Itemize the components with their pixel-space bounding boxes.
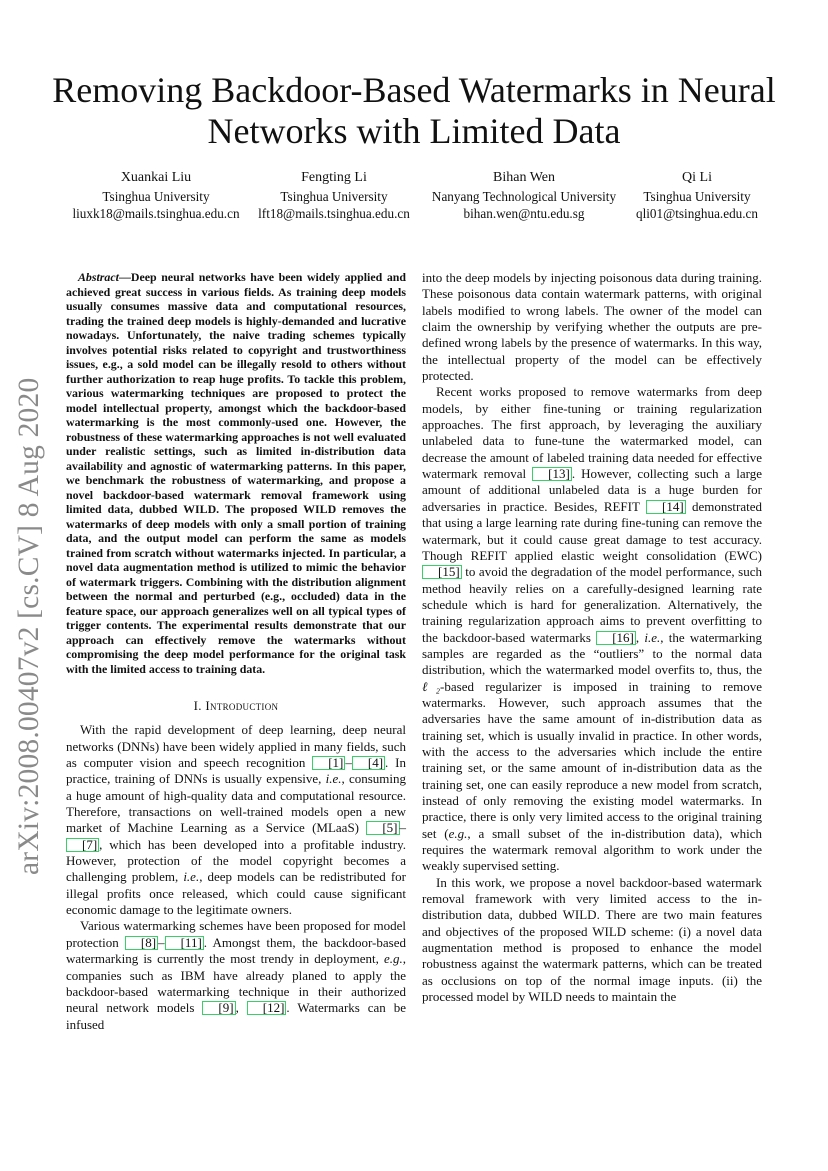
- author-name: Bihan Wen: [493, 170, 555, 185]
- author-block: [630, 169, 764, 223]
- section-heading: [66, 698, 406, 714]
- math-symbol: ℓ₂: [422, 678, 441, 694]
- abstract-text: —Deep neural networks have been widely applied and achieved great success in various fields. As training deep models usually consumes massive data and computational resources, trading the trained deep models is highly-demanded and lucrative nowadays. Unfortunately, the naive trading schemes typically involves potential risks related to copyright and trustworthiness issues, e.g., a sold model can be illegally resold to others without further authorization to reap huge profits. To tackle this problem, various watermarking techniques are proposed to protect the model intellectual property, amongst which the backdoor-based watermarking is the most commonly-used one. However, the robustness of these watermarking approaches is not well evaluated under realistic settings, such as limited in-distribution data availability and agnostic of watermarking patterns. In this paper, we benchmark the robustness of watermarking, and propose a novel backdoor-based watermark removal framework using limited data, dubbed WILD. The proposed WILD removes the watermarks of deep models with only a small portion of training data, and the output model can perform the same as models trained from scratch without watermarks injected. In particular, a novel data augmentation method is utilized to mimic the behavior of watermark triggers. Combining with the distribution alignment between the normal and perturbed (e.g., occluded) data in the feature space, our approach generalizes well on all typical types of trigger contents. The experimental results demonstrate that our approach can effectively remove the watermarks without compromising the deep model performance for the original task with the limited access to training data.: [66, 270, 406, 676]
- text-run: . In practice, training of DNNs is usually expensive,: [66, 755, 406, 787]
- abstract-label: Abstract: [78, 270, 119, 284]
- text-run: i.e.: [183, 869, 200, 885]
- text-run: Various watermarking schemes have been proposed for model protection: [66, 918, 406, 950]
- author-email: liuxk18@mails.tsinghua.edu.cn: [72, 206, 240, 221]
- text-run: i.e.: [325, 771, 342, 787]
- citation-link[interactable]: [1]: [312, 756, 345, 770]
- citation-link[interactable]: [15]: [422, 565, 462, 579]
- abstract: [66, 270, 406, 676]
- author-affiliation: Nanyang Technological University: [431, 188, 617, 204]
- intro-paragraph-5: In this work, we propose a novel backdoor-based watermark removal framework with very limited access to the in-distribution data, dubbed WILD. There are two main features and objectives of the proposed WILD scheme: (i) a novel data augmentation method is proposed to enhance the model robustness against the watermark patterns, which can be treated as occlusions on top of the normal image inputs. (ii) the processed model by WILD needs to maintain the: [422, 874, 762, 1005]
- text-run: ,: [235, 1000, 247, 1016]
- author-block: [252, 169, 416, 223]
- text-run: , companies such as IBM have already planed to apply the backdoor-based watermarking technique in their authorized neural network models: [66, 951, 406, 1016]
- section-numeral: I.: [193, 698, 206, 713]
- citation-link[interactable]: [16]: [596, 631, 636, 645]
- intro-paragraph-2: [66, 918, 406, 1032]
- citation-link[interactable]: [11]: [165, 936, 204, 950]
- author-block: [424, 169, 624, 223]
- text-run: . Watermarks can be infused: [66, 1000, 406, 1032]
- text-run: –: [158, 934, 165, 950]
- citation-link[interactable]: [14]: [646, 500, 686, 514]
- paper-title: Removing Backdoor-Based Watermarks in Neural Networks with Limited Data: [52, 70, 776, 151]
- text-run: With the rapid development of deep learning, deep neural networks (DNNs) have been widely applied in many fields, such as computer vision and speech recognition: [66, 722, 406, 771]
- text-run: . Amongst them, the backdoor-based watermarking is currently the most trendy in deployment,: [66, 934, 406, 967]
- text-run: ,: [635, 629, 645, 645]
- right-column: [422, 270, 762, 1005]
- text-run: i.e.: [644, 629, 661, 645]
- author-email: lft18@mails.tsinghua.edu.cn: [258, 206, 410, 221]
- author-email: qli01@tsinghua.edu.cn: [635, 206, 759, 221]
- citation-link[interactable]: [7]: [66, 838, 99, 852]
- text-run: –: [345, 755, 352, 771]
- left-column: [66, 270, 406, 1033]
- text-run: , consuming a huge amount of high-quality data and computational resource. Therefore, transactions on well-trained models open a new market of Machine Learning as a Service (MLaaS): [66, 771, 407, 836]
- text-run: . However, collecting such a large amount of additional unlabeled data is a huge burden for adversaries in practice. Besides, REFIT: [422, 466, 762, 514]
- citation-link[interactable]: [4]: [352, 756, 385, 770]
- author-name: Xuankai Liu: [120, 170, 192, 185]
- section-title: Introduction: [205, 698, 279, 713]
- author-affiliation: Tsinghua University: [643, 188, 751, 204]
- intro-paragraph-1: [66, 722, 406, 918]
- author-affiliation: Tsinghua University: [102, 188, 210, 204]
- author-name: Qi Li: [682, 170, 712, 185]
- intro-paragraph-3: into the deep models by injecting poisonous data during training. These poisonous data contain watermark patterns, with original labels modified to wrong labels. The owner of the model can claim the ownership by verifying whether the outputs are pre-defined wrong labels by the presence of watermarks. In this way, the intellectual property of the model can be effectively protected.: [422, 270, 762, 384]
- text-run: Recent works proposed to remove watermarks from deep models, by either fine-tuning or training regularization approaches. The first approach, by leveraging the auxiliary unlabeled data to fune-tune the watermarked model, can decrease the amount of labeled training data needed for effective watermark removal: [422, 384, 762, 482]
- author-affiliation: Tsinghua University: [280, 188, 388, 204]
- citation-link[interactable]: [5]: [366, 821, 399, 835]
- text-run: -based regularizer is imposed in training to remove watermarks. However, such approach assumes that the adversaries have the same amount of in-distribution data as training set, which is usually invalid in practice. In other words, with the access to the adversaries which include the entire training set, or the same amount of in-distribution data as the training set, one can easily reproduce a new model from scratch, instead of only removing the existing model watermarks. In practice, there is only very limited access to the original training set (: [422, 678, 762, 841]
- arxiv-side-stamp: arXiv:2008.00407v2 [cs.CV] 8 Aug 2020: [13, 377, 45, 875]
- text-run: , a small subset of the in-distribution data), which requires the watermark removal algorithm to work under the weakly supervised setting.: [422, 825, 762, 874]
- text-run: –: [399, 820, 406, 836]
- text-run: , which has been developed into a profitable industry. However, protection of the model copyright becomes a challenging problem,: [66, 836, 406, 885]
- citation-link[interactable]: [8]: [125, 936, 158, 950]
- text-run: to avoid the degradation of the model performance, such method heavily relies on a carefully-designed learning rate schedule which is hard for generalization. Alternatively, the training regularization approach aims to prevent overfitting to the backdoor-based watermarks: [422, 564, 762, 645]
- intro-paragraph-4: [422, 384, 762, 874]
- text-run: , deep models can be redistributed for illegal profits once released, which could cause significant economic damage to the legitimate owners.: [66, 869, 406, 918]
- citation-link[interactable]: [12]: [247, 1001, 287, 1015]
- author-email: bihan.wen@ntu.edu.sg: [463, 206, 585, 221]
- citation-link[interactable]: [13]: [532, 467, 572, 481]
- citation-link[interactable]: [9]: [202, 1001, 235, 1015]
- author-name: Fengting Li: [301, 170, 367, 185]
- text-run: , the watermarking samples are regarded as the “outliers” to the normal data distribution, which the watermarked model overfits to, thus, the: [422, 629, 763, 678]
- text-run: e.g.: [448, 825, 468, 841]
- text-run: e.g.: [383, 951, 403, 967]
- text-run: demonstrated that using a large learning rate during fine-tuning can remove the watermark, but it could cause great damage to test accuracy. Though REFIT applied elastic weight consolidation (EWC): [422, 498, 762, 563]
- author-block: [66, 169, 246, 223]
